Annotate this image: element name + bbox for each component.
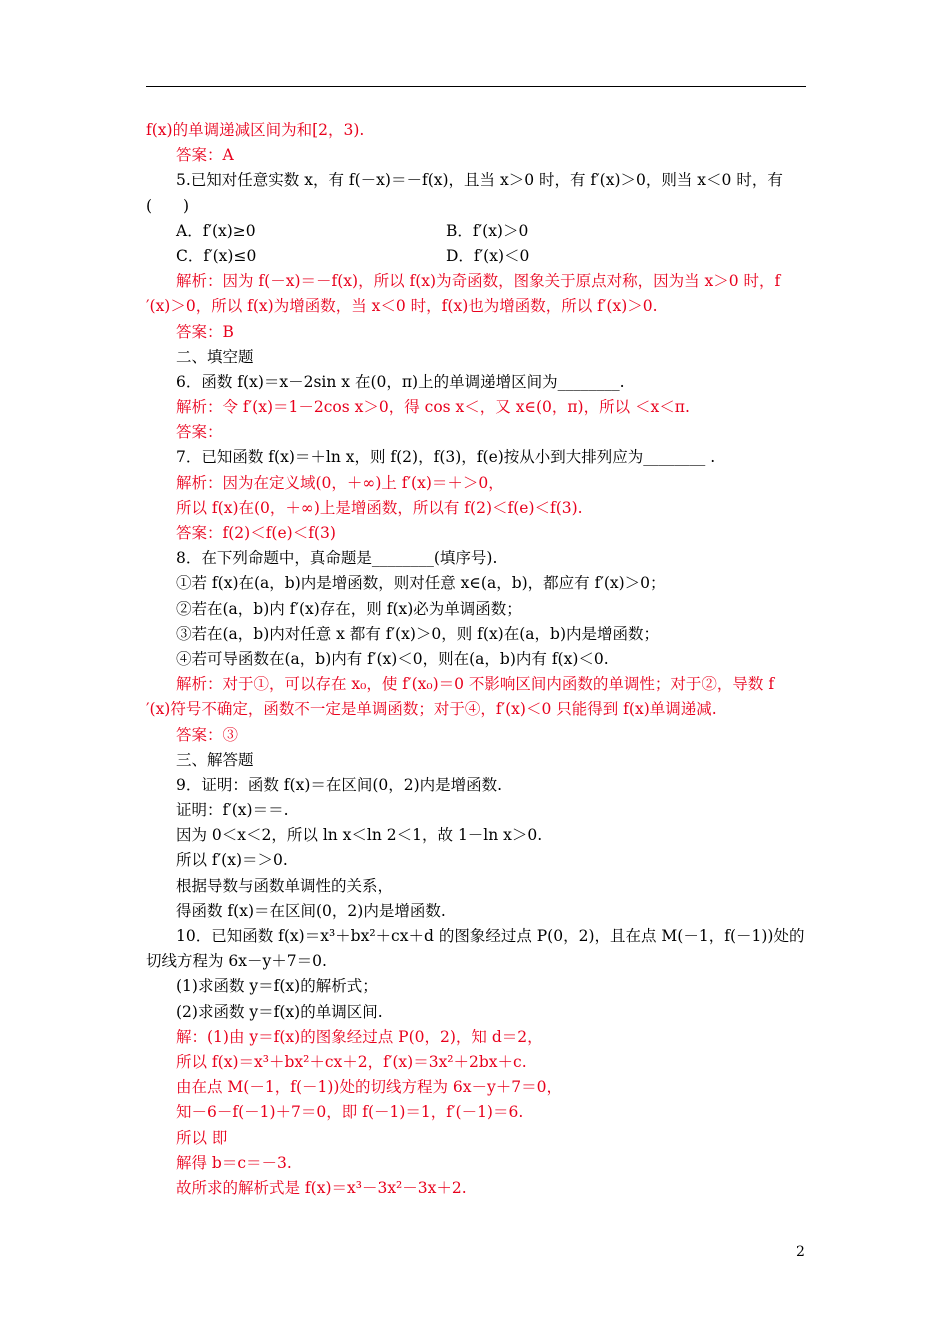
solution-text-line: 解得 b＝c＝－3. <box>176 1153 292 1172</box>
solution-text-line: 所以 f(x)在(0，＋∞)上是增函数，所以有 f(2)＜f(e)＜f(3). <box>176 498 583 517</box>
answer-option: A．f′(x)≥0 <box>176 221 256 240</box>
solution-text-line: 知－6－f(－1)＋7＝0，即 f(－1)＝1，f′(－1)＝6. <box>176 1103 524 1122</box>
text-line: 5.已知对任意实数 x，有 f(－x)＝－f(x)，且当 x＞0 时，有 f′(x)＞0，则当 x＜0 时，有 <box>176 171 783 190</box>
answer-option: C．f′(x)≤0 <box>176 246 257 265</box>
header-rule <box>146 86 806 87</box>
text-line: ①若 f(x)在(a，b)内是增函数，则对任意 x∈(a，b)，都应有 f′(x)＞0； <box>176 574 666 593</box>
text-line: 二、填空题 <box>176 347 254 366</box>
answer-options-row <box>146 244 806 269</box>
solution-text-line: 解析：因为 f(－x)＝－f(x)，所以 f(x)为奇函数，图象关于原点对称，因为当 x＞0 时，f <box>176 272 781 291</box>
solution-text-line: 由在点 M(－1，f(－1))处的切线方程为 6x－y＋7＝0， <box>176 1078 562 1097</box>
text-line: 8．在下列命题中，真命题是________(填序号). <box>176 549 498 568</box>
text-line: ③若在(a，b)内对任意 x 都有 f′(x)＞0，则 f(x)在(a，b)内是增函数； <box>176 624 659 643</box>
text-line: 根据导数与函数单调性的关系， <box>176 876 394 895</box>
text-line: (2)求函数 y＝f(x)的单调区间. <box>176 1002 383 1021</box>
text-line: 所以 f′(x)＝＞0. <box>176 851 288 870</box>
solution-text-line: 故所求的解析式是 f(x)＝x³－3x²－3x＋2. <box>176 1178 467 1197</box>
solution-text-line: 解析：因为在定义域(0，＋∞)上 f′(x)＝＋＞0， <box>176 473 504 492</box>
text-line: (1)求函数 y＝f(x)的解析式； <box>176 977 378 996</box>
document-body <box>146 118 806 1201</box>
solution-text-line: ′(x)＞0，所以 f(x)为增函数，当 x＜0 时，f(x)也为增函数，所以 f′(x)＞0. <box>146 297 658 316</box>
text-line: ④若可导函数在(a，b)内有 f′(x)＜0，则在(a，b)内有 f(x)＜0. <box>176 649 609 668</box>
solution-text-line: 答案：f(2)＜f(e)＜f(3) <box>176 524 336 542</box>
answer-option: D．f′(x)＜0 <box>446 246 530 265</box>
answer-option: B．f′(x)＞0 <box>446 221 529 240</box>
solution-text-line: 解：(1)由 y＝f(x)的图象经过点 P(0，2)，知 d＝2， <box>176 1027 543 1046</box>
text-line: 10．已知函数 f(x)＝x³＋bx²＋cx＋d 的图象经过点 P(0，2)，且在点 M(－1，f(－1))处的 <box>176 927 805 945</box>
text-line: 因为 0＜x＜2，所以 ln x＜ln 2＜1，故 1－ln x＞0. <box>176 826 543 845</box>
solution-text-line: 所以 即 <box>176 1128 228 1147</box>
solution-text-line: ′(x)符号不确定，函数不一定是单调函数；对于④，f′(x)＜0 只能得到 f(x)单调递减. <box>146 700 717 719</box>
solution-text-line: 答案：③ <box>176 725 239 744</box>
solution-text-line: 解析：对于①，可以存在 x₀，使 f′(x₀)＝0 不影响区间内函数的单调性；对于②，导数 f <box>176 675 775 694</box>
solution-text-line: 所以 f(x)＝x³＋bx²＋cx＋2，f′(x)＝3x²＋2bx＋c. <box>176 1052 527 1071</box>
text-line: 7．已知函数 f(x)＝＋ln x，则 f(2)，f(3)，f(e)按从小到大排列应为________ . <box>176 448 716 467</box>
solution-text-line: f(x)的单调递减区间为和[2，3). <box>146 121 365 139</box>
text-line: 6．函数 f(x)＝x－2sin x 在(0，π)上的单调递增区间为________. <box>176 372 625 391</box>
solution-text-line: 解析：令 f′(x)＝1－2cos x＞0，得 cos x＜，又 x∈(0，π)，所以 ＜x＜π. <box>176 398 690 417</box>
text-line: ②若在(a，b)内 f′(x)存在，则 f(x)必为单调函数； <box>176 599 522 618</box>
text-line: ( ) <box>146 196 190 215</box>
solution-text-line: 答案： <box>176 423 223 442</box>
solution-text-line: 答案：A <box>176 146 234 165</box>
text-line: 9．证明：函数 f(x)＝在区间(0，2)内是增函数. <box>176 775 503 794</box>
answer-options-row <box>146 219 806 244</box>
text-line: 三、解答题 <box>176 750 254 769</box>
text-line: 证明：f′(x)＝＝. <box>176 801 289 820</box>
solution-text-line: 答案：B <box>176 322 234 341</box>
page-number: 2 <box>796 1244 805 1260</box>
text-line: 切线方程为 6x－y＋7＝0. <box>146 952 327 971</box>
text-line: 得函数 f(x)＝在区间(0，2)内是增函数. <box>176 901 446 920</box>
